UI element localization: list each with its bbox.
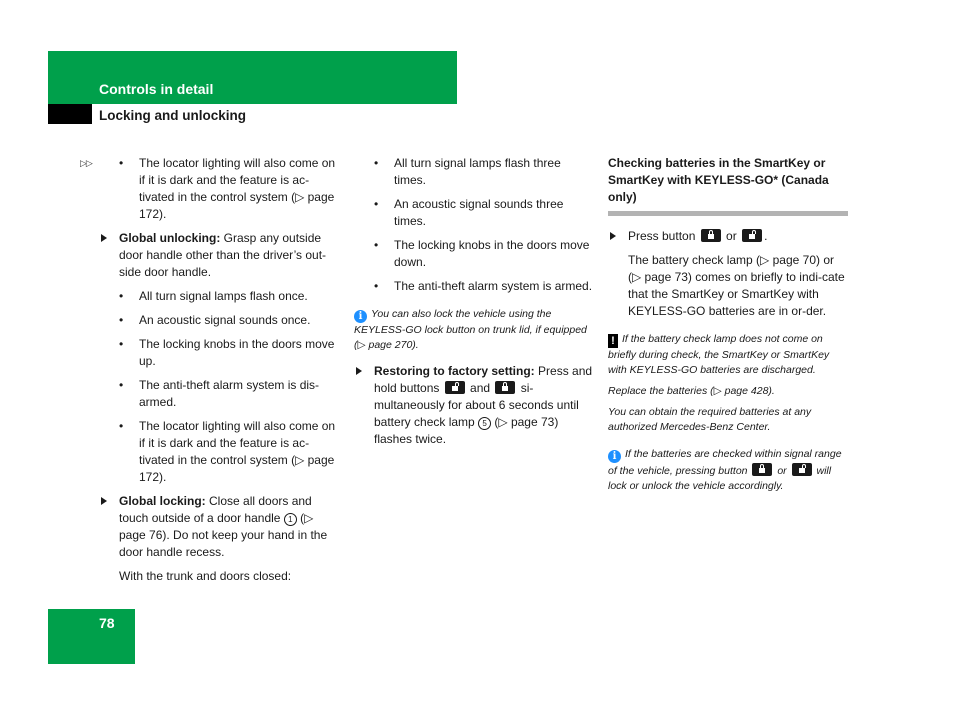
list-item: • All turn signal lamps flash once. xyxy=(119,289,308,303)
unlock-key-icon xyxy=(742,229,762,242)
list-item: • The anti-theft alarm system is dis-armed. xyxy=(119,378,320,409)
step-restoring-factory-setting: Restoring to factory setting: Press and hold buttons and si-multaneously for about 6 seconds until battery check lamp 5 (▷ page 73) flashes twice. xyxy=(354,363,594,448)
lock-key-icon xyxy=(495,381,515,394)
step-arrow-icon xyxy=(101,497,107,505)
warning-note: ! If the battery check lamp does not come on briefly during check, the SmartKey or SmartKey with KEYLESS-GO batteries are discharged. xyxy=(608,333,830,376)
list-item: • The anti-theft alarm system is armed. xyxy=(374,279,593,293)
step-press-button: Press button or . xyxy=(608,228,848,245)
column-1 xyxy=(99,155,341,592)
info-note: i You can also lock the vehicle using the KEYLESS-GO lock button on trunk lid, if equipped (▷ page 270). xyxy=(354,308,587,351)
page-number-box xyxy=(48,609,135,664)
section-heading: Checking batteries in the SmartKey or SmartKey with KEYLESS-GO* (Canada only) xyxy=(608,155,848,216)
unlock-key-icon xyxy=(445,381,465,394)
column-2 xyxy=(354,155,594,455)
lock-key-icon xyxy=(701,229,721,242)
subsection-marker xyxy=(48,104,92,124)
paragraph: With the trunk and doors closed: xyxy=(119,569,292,583)
list-item: • The locking knobs in the doors move down. xyxy=(374,238,590,269)
unlock-key-icon xyxy=(792,463,812,476)
lock-key-icon xyxy=(752,463,772,476)
list-item: • The locking knobs in the doors move up. xyxy=(119,337,335,368)
callout-number: 5 xyxy=(478,417,491,430)
step-arrow-icon xyxy=(610,232,616,240)
step-arrow-icon xyxy=(356,367,362,375)
list-item: • An acoustic signal sounds once. xyxy=(119,313,311,327)
page-number: 78 xyxy=(99,615,115,631)
list-item: • An acoustic signal sounds three times. xyxy=(374,197,564,228)
callout-number: 1 xyxy=(284,513,297,526)
step-global-unlocking: Global unlocking: Grasp any outside door handle other than the driver’s out-side door handle. xyxy=(99,230,341,281)
info-note: i If the batteries are checked within signal range of the vehicle, pressing button or will lock or unlock the vehicle accordingly. xyxy=(608,448,842,492)
step-arrow-icon xyxy=(101,234,107,242)
note-text: Replace the batteries (▷ page 428). xyxy=(608,385,775,397)
column-3 xyxy=(608,155,848,500)
continued-marker: ▷▷ xyxy=(80,158,92,168)
section-title: Controls in detail xyxy=(99,81,214,97)
list-item: • All turn signal lamps flash three times. xyxy=(374,156,561,187)
info-icon: i xyxy=(354,310,367,323)
step-global-locking: Global locking: Close all doors and touch outside of a door handle 1 (▷ page 76). Do not keep your hand in the door handle recess. xyxy=(99,493,341,561)
warning-icon: ! xyxy=(608,334,618,348)
list-item: • The locator lighting will also come on if it is dark and the feature is ac-tivated in the control system (▷ page 172). xyxy=(119,156,336,221)
list-item: • The locator lighting will also come on if it is dark and the feature is ac-tivated in the control system (▷ page 172). xyxy=(119,419,336,484)
info-icon: i xyxy=(608,450,621,463)
subsection-title: Locking and unlocking xyxy=(99,108,247,123)
paragraph: The battery check lamp (▷ page 70) or (▷ page 73) comes on briefly to indi-cate that the SmartKey or SmartKey with KEYLESS-GO batteries are in or-der. xyxy=(628,253,845,318)
note-text: You can obtain the required batteries at any authorized Mercedes-Benz Center. xyxy=(608,406,812,433)
